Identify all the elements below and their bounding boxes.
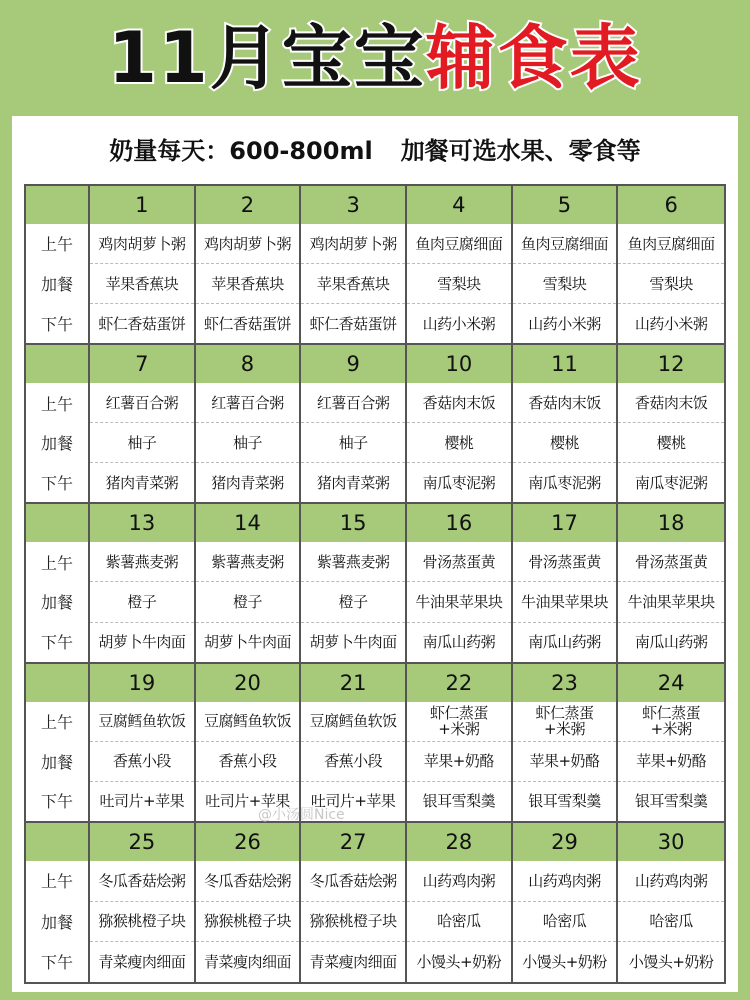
label-snack: 加餐 [40,275,73,295]
meal-afternoon: 虾仁香菇蛋饼 [90,303,194,343]
meal-morning: 鸡肉胡萝卜粥 [203,234,291,253]
meal-snack: 苹果+奶酪 [618,741,724,781]
watermark: @小汤圆Nice [258,807,345,823]
day-number: 5 [513,186,617,224]
day-cell [196,186,302,345]
page-title [0,8,750,108]
meal-afternoon: 山药小米粥 [618,303,724,343]
label-header-blank [26,664,88,702]
day-cell [196,664,302,823]
meal-morning: 山药鸡肉粥 [528,871,601,890]
day-number: 13 [90,504,194,542]
meal-snack: 猕猴桃橙子块 [196,901,300,942]
day-cell [407,345,513,504]
meal-afternoon: 胡萝卜牛肉面 [196,622,300,662]
day-cell [407,186,513,345]
meal-morning: 红薯百合粥 [316,393,390,412]
meal-afternoon: 虾仁香菇蛋饼 [196,303,300,343]
meal-afternoon: 山药小米粥 [513,303,617,343]
meal-morning: 鱼肉豆腐细面 [627,234,715,253]
meal-morning: 冬瓜香菇烩粥 [98,871,186,890]
meal-snack: 雪梨块 [513,263,617,303]
day-cell [196,504,302,663]
label-morning: 上午 [40,394,73,414]
meal-morning: 鱼肉豆腐细面 [415,234,503,253]
day-number: 20 [196,664,300,702]
day-number: 17 [513,504,617,542]
meal-afternoon: 小馒头+奶粉 [618,941,724,982]
day-number: 19 [90,664,194,702]
meal-afternoon: 吐司片+苹果 [90,781,194,821]
meal-snack: 猕猴桃橙子块 [301,901,405,942]
day-number: 24 [618,664,724,702]
meal-afternoon: 银耳雪梨羹 [513,781,617,821]
meal-afternoon: 猪肉青菜粥 [196,462,300,502]
title-month: 11月宝宝 [108,17,426,99]
day-number: 30 [618,823,724,861]
label-morning: 上午 [40,712,73,732]
label-snack: 加餐 [40,593,73,613]
subtitle-milk: 奶量每天：600-800ml [109,137,373,165]
subtitle-extra: 加餐可选水果、零食等 [400,137,641,165]
meal-snack: 樱桃 [618,422,724,462]
meal-snack: 雪梨块 [618,263,724,303]
day-cell [618,823,724,982]
day-number: 2 [196,186,300,224]
meal-morning: 香菇肉末饭 [528,393,601,412]
day-number: 4 [407,186,511,224]
day-cell [90,186,196,345]
meal-afternoon: 胡萝卜牛肉面 [90,622,194,662]
meal-afternoon: 猪肉青菜粥 [301,462,405,502]
meal-afternoon: 南瓜山药粥 [618,622,724,662]
day-number: 23 [513,664,617,702]
meal-afternoon: 虾仁香菇蛋饼 [301,303,405,343]
meal-snack: 香蕉小段 [90,741,194,781]
meal-afternoon: 吐司片+苹果 [301,781,405,821]
meal-morning: 骨汤蒸蛋黄 [634,552,708,571]
meal-afternoon: 吐司片+苹果 [196,781,300,821]
label-snack: 加餐 [40,434,73,454]
day-number: 22 [407,664,511,702]
meal-snack: 牛油果苹果块 [618,581,724,621]
meal-snack: 雪梨块 [407,263,511,303]
meal-snack: 柚子 [196,422,300,462]
day-cell [513,186,619,345]
meal-morning: 豆腐鳕鱼软饭 [309,712,397,731]
meal-afternoon: 南瓜山药粥 [407,622,511,662]
meal-afternoon: 南瓜枣泥粥 [407,462,511,502]
label-morning: 上午 [40,235,73,255]
day-cell [407,823,513,982]
meal-morning: 紫薯燕麦粥 [316,552,390,571]
meal-morning: 骨汤蒸蛋黄 [422,552,496,571]
meal-afternoon: 小馒头+奶粉 [513,941,617,982]
day-number: 8 [196,345,300,383]
row-labels [26,186,90,345]
meal-snack: 香蕉小段 [301,741,405,781]
label-header-blank [26,186,88,224]
day-number: 9 [301,345,405,383]
meal-afternoon: 小馒头+奶粉 [407,941,511,982]
row-labels [26,664,90,823]
meal-snack: 橙子 [196,581,300,621]
day-number: 12 [618,345,724,383]
day-cell [90,664,196,823]
day-number: 29 [513,823,617,861]
meal-snack: 苹果+奶酪 [407,741,511,781]
day-cell [618,664,724,823]
meal-morning: 虾仁蒸蛋 +米粥 [429,704,488,739]
meal-morning: 冬瓜香菇烩粥 [203,871,291,890]
day-cell [513,345,619,504]
day-cell [407,504,513,663]
meal-afternoon: 青菜瘦肉细面 [301,941,405,982]
meal-snack: 苹果香蕉块 [196,263,300,303]
label-afternoon: 下午 [40,474,73,494]
day-cell [90,504,196,663]
meal-afternoon: 南瓜山药粥 [513,622,617,662]
meal-afternoon: 南瓜枣泥粥 [513,462,617,502]
meal-morning: 山药鸡肉粥 [422,871,496,890]
day-cell [90,823,196,982]
day-cell [196,823,302,982]
label-snack: 加餐 [40,912,73,932]
day-number: 15 [301,504,405,542]
label-afternoon: 下午 [40,633,73,653]
meal-morning: 香菇肉末饭 [422,393,496,412]
meal-snack: 苹果香蕉块 [301,263,405,303]
day-number: 14 [196,504,300,542]
meal-morning: 鱼肉豆腐细面 [520,234,608,253]
meal-snack: 香蕉小段 [196,741,300,781]
day-cell [301,345,407,504]
meal-afternoon: 南瓜枣泥粥 [618,462,724,502]
meal-snack: 哈密瓜 [407,901,511,942]
label-afternoon: 下午 [40,792,73,812]
title-highlight: 辅食表 [425,17,642,99]
meal-snack: 柚子 [301,422,405,462]
label-afternoon: 下午 [40,953,73,973]
label-afternoon: 下午 [40,314,73,334]
meal-snack: 樱桃 [407,422,511,462]
row-labels [26,823,90,982]
meal-afternoon: 猪肉青菜粥 [90,462,194,502]
meal-morning: 香菇肉末饭 [634,393,708,412]
meal-afternoon: 胡萝卜牛肉面 [301,622,405,662]
row-labels [26,504,90,663]
day-number: 25 [90,823,194,861]
day-number: 27 [301,823,405,861]
meal-snack: 橙子 [301,581,405,621]
day-number: 21 [301,664,405,702]
day-number: 10 [407,345,511,383]
meal-snack: 牛油果苹果块 [513,581,617,621]
meal-morning: 紫薯燕麦粥 [105,552,179,571]
label-header-blank [26,345,88,383]
day-cell [196,345,302,504]
meal-afternoon: 山药小米粥 [407,303,511,343]
meal-morning: 虾仁蒸蛋 +米粥 [535,704,594,739]
meal-snack: 橙子 [90,581,194,621]
meal-table [24,184,726,984]
day-number: 26 [196,823,300,861]
label-header-blank [26,504,88,542]
meal-snack: 柚子 [90,422,194,462]
meal-morning: 冬瓜香菇烩粥 [309,871,397,890]
meal-snack: 猕猴桃橙子块 [90,901,194,942]
label-header-blank [26,823,88,861]
meal-morning: 紫薯燕麦粥 [211,552,284,571]
meal-snack: 樱桃 [513,422,617,462]
meal-morning: 豆腐鳕鱼软饭 [203,712,291,731]
meal-morning: 骨汤蒸蛋黄 [528,552,601,571]
meal-snack: 苹果+奶酪 [513,741,617,781]
meal-afternoon: 青菜瘦肉细面 [90,941,194,982]
day-number: 1 [90,186,194,224]
meal-afternoon: 银耳雪梨羹 [618,781,724,821]
day-cell [618,504,724,663]
day-number: 6 [618,186,724,224]
meal-snack: 苹果香蕉块 [90,263,194,303]
meal-afternoon: 银耳雪梨羹 [407,781,511,821]
day-cell [301,186,407,345]
day-number: 3 [301,186,405,224]
label-morning: 上午 [40,553,73,573]
day-number: 11 [513,345,617,383]
day-cell [618,345,724,504]
day-number: 16 [407,504,511,542]
day-cell [618,186,724,345]
day-cell [301,504,407,663]
meal-snack: 哈密瓜 [618,901,724,942]
day-cell [513,823,619,982]
meal-morning: 虾仁蒸蛋 +米粥 [642,704,701,739]
meal-morning: 鸡肉胡萝卜粥 [98,234,186,253]
day-number: 18 [618,504,724,542]
day-number: 28 [407,823,511,861]
day-cell [90,345,196,504]
meal-afternoon: 青菜瘦肉细面 [196,941,300,982]
day-cell [513,664,619,823]
label-snack: 加餐 [40,752,73,772]
meal-morning: 豆腐鳕鱼软饭 [98,712,186,731]
label-morning: 上午 [40,872,73,892]
meal-morning: 鸡肉胡萝卜粥 [309,234,397,253]
day-cell [513,504,619,663]
meal-morning: 红薯百合粥 [211,393,284,412]
meal-morning: 山药鸡肉粥 [634,871,708,890]
subtitle [12,128,738,174]
day-cell [407,664,513,823]
day-cell [301,664,407,823]
day-cell [301,823,407,982]
day-number: 7 [90,345,194,383]
row-labels [26,345,90,504]
meal-snack: 哈密瓜 [513,901,617,942]
meal-morning: 红薯百合粥 [105,393,179,412]
meal-snack: 牛油果苹果块 [407,581,511,621]
